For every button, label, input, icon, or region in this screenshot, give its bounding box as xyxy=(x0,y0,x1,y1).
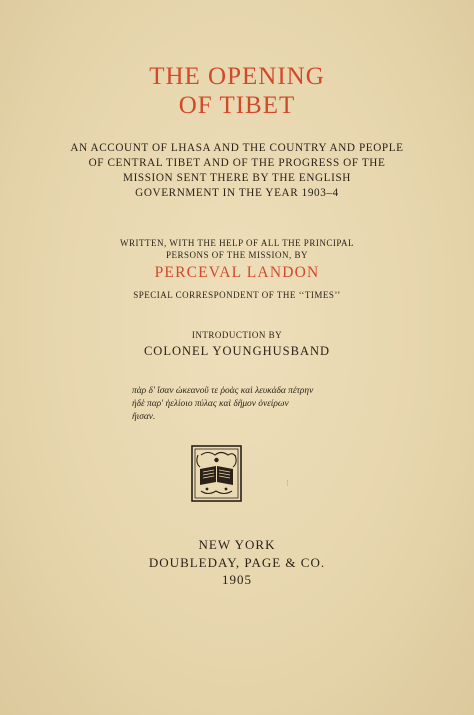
author-name: PERCEVAL LANDON xyxy=(154,264,320,281)
written-line-2: PERSONS OF THE MISSION, BY xyxy=(165,250,309,260)
subtitle-line-4: GOVERNMENT IN THE YEAR 1903–4 xyxy=(135,187,339,199)
open-book-printer-mark-icon xyxy=(191,445,242,502)
epigraph-line-3: ἤισαν. xyxy=(132,412,156,422)
introduction-label: INTRODUCTION BY xyxy=(191,330,283,340)
epigraph-line-2: ἠδὲ παρ' ἠελίοιο πύλας καὶ δῆμον ὀνείρων xyxy=(132,399,289,409)
written-line-1: WRITTEN, WITH THE HELP OF ALL THE PRINCIPAL xyxy=(120,238,354,248)
subtitle-line-2: OF CENTRAL TIBET AND OF THE PROGRESS OF THE xyxy=(88,157,386,169)
imprint-publisher: DOUBLEDAY, PAGE & CO. xyxy=(148,555,326,570)
title-line-2: OF TIBET xyxy=(178,92,296,119)
epigraph-line-1: πὰρ δ' ἴσαν ὠκεανοῦ τε ῥοὰς καὶ λευκάδα πέτρην xyxy=(132,386,314,396)
imprint-city: NEW YORK xyxy=(198,537,276,552)
introduction-name: COLONEL YOUNGHUSBAND xyxy=(143,344,331,358)
title-line-1: THE OPENING xyxy=(149,63,325,90)
author-role: SPECIAL CORRESPONDENT OF THE ‘‘TIMES’’ xyxy=(133,290,341,300)
subtitle-line-1: AN ACCOUNT OF LHASA AND THE COUNTRY AND PEOPLE xyxy=(70,142,404,154)
imprint-year: 1905 xyxy=(222,572,252,587)
subtitle-line-3: MISSION SENT THERE BY THE ENGLISH xyxy=(123,172,351,184)
paper-blemish: ⁝ xyxy=(286,478,289,488)
